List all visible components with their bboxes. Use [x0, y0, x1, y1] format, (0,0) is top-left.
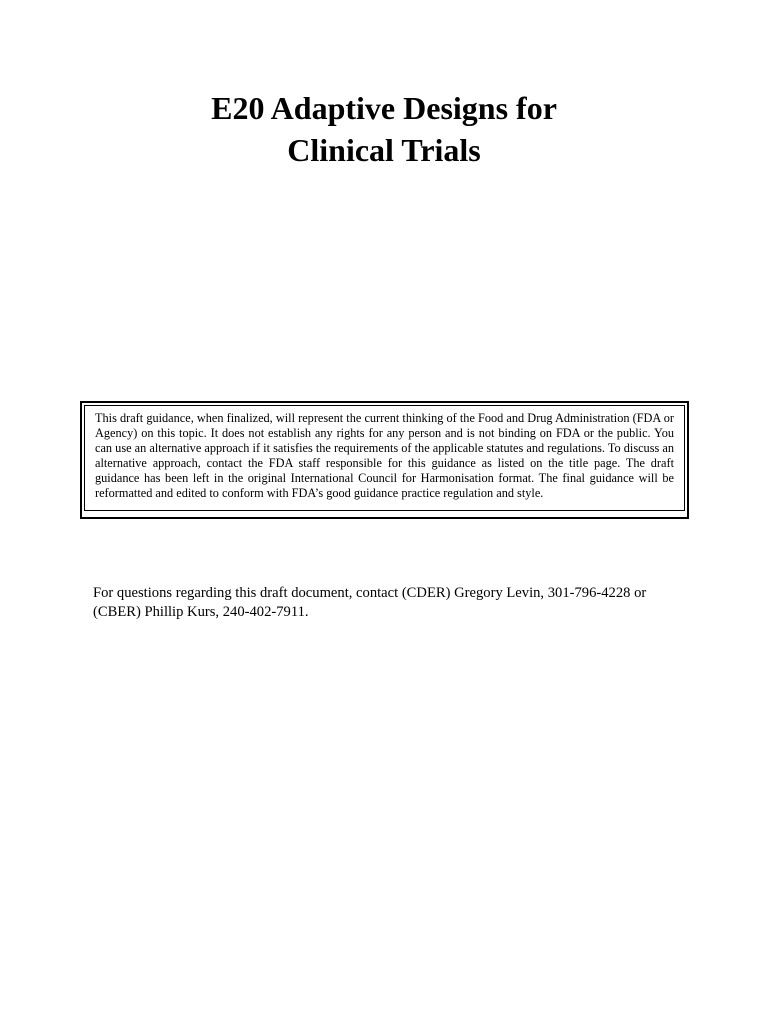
- title-line-1: E20 Adaptive Designs for: [211, 90, 557, 126]
- contact-paragraph: For questions regarding this draft document, contact (CDER) Gregory Levin, 301-796-4228 or (CBER) Phillip Kurs, 240-402-7911.: [93, 585, 647, 620]
- document-title: [0, 87, 768, 171]
- draft-guidance-notice-box: [80, 401, 689, 519]
- draft-guidance-notice-text: This draft guidance, when finalized, will represent the current thinking of the Food and Drug Administration (FDA or Agency) on this topic. It does not establish any rights for any person and is not binding on FDA or the public. You can use an alternative approach if it satisfies the requirements of the applicable statutes and regulations. To discuss an alternative approach, contact the FDA staff responsible for this guidance as listed on the title page. The draft guidance has been left in the original International Council for Harmonisation format. The final guidance will be reformatted and edited to conform with FDA’s good guidance practice regulation and style.: [84, 405, 685, 511]
- title-line-2: Clinical Trials: [287, 132, 481, 168]
